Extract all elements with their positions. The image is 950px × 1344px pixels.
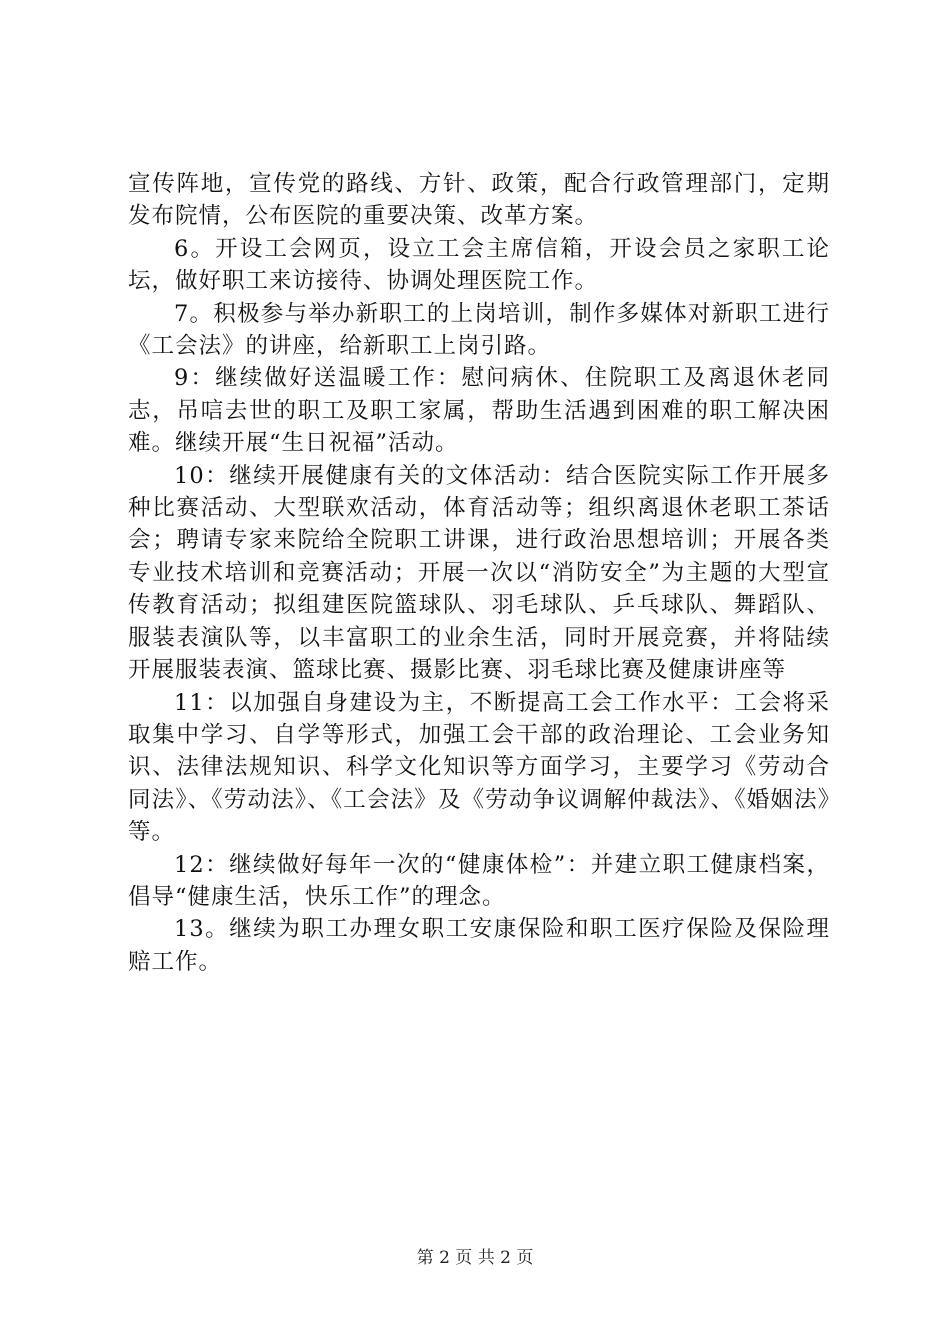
- paragraph-item-10: 10：继续开展健康有关的文体活动：结合医院实际工作开展多种比赛活动、大型联欢活动，体育活动等；组织离退休老职工茶话会；聘请专家来院给全院职工讲课，进行政治思想培训；开展各类专业技术培训和竞赛活动；开展一次以“消防安全”为主题的大型宣传教育活动；拟组建医院篮球队、羽毛球队、乒乓球队、舞蹈队、服装表演队等，以丰富职工的业余生活，同时开展竞赛，并将陆续开展服装表演、篮球比赛、摄影比赛、羽毛球比赛及健康讲座等: [128, 462, 830, 684]
- page-number-footer: 第 2 页 共 2 页: [416, 1248, 534, 1268]
- paragraph-item-7: 7。积极参与举办新职工的上岗培训，制作多媒体对新职工进行《工会法》的讲座，给新职工上岗引路。: [128, 300, 830, 360]
- paragraph-item-11: 11：以加强自身建设为主，不断提高工会工作水平：工会将采取集中学习、自学等形式，加强工会干部的政治理论、工会业务知识、法律法规知识、科学文化知识等方面学习，主要学习《劳动合同法》、《劳动法》、《工会法》及《劳动争议调解仲裁法》、《婚姻法》等。: [128, 689, 830, 846]
- paragraph-item-9: 9：继续做好送温暖工作：慰问病休、住院职工及离退休老同志，吊唁去世的职工及职工家属，帮助生活遇到困难的职工解决困难。继续开展“生日祝福”活动。: [128, 365, 830, 457]
- paragraph-item-13: 13。继续为职工办理女职工安康保险和职工医疗保险及保险理赔工作。: [128, 916, 830, 975]
- paragraph-continuation: 宣传阵地，宣传党的路线、方针、政策，配合行政管理部门，定期发布院情，公布医院的重要决策、改革方案。: [128, 171, 830, 230]
- document-body: [128, 168, 830, 978]
- paragraph-item-12: 12：继续做好每年一次的“健康体检”：并建立职工健康档案，倡导“健康生活，快乐工作”的理念。: [128, 851, 830, 910]
- paragraph-item-6: 6。开设工会网页，设立工会主席信箱，开设会员之家职工论坛，做好职工来访接待、协调处理医院工作。: [128, 235, 830, 295]
